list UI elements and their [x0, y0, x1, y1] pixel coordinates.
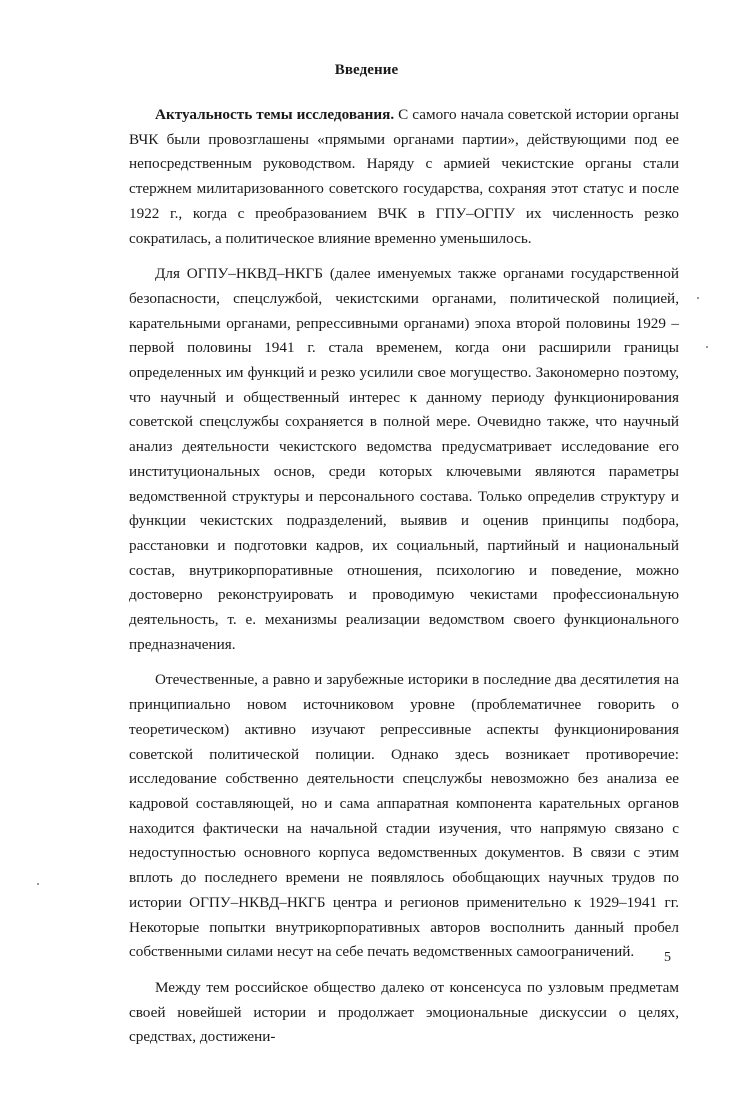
scan-speck: [37, 883, 39, 885]
page-number: 5: [664, 950, 671, 965]
paragraph: Отечественные, а равно и зарубежные историки в последние два десятилетия на принципиально новом источниковом уровне (проблематичнее говорить о теоретическом) активно изучают репрессивные аспекты функционирования советской политической полиции. Однако здесь возникает противоречие: исследование собственно деятельности спецслужбы невозможно без анализа ее кадровой составляющей, но и сама аппаратная компонента карательных органов находится фактически на начальной стадии изучения, что напрямую связано с недоступностью основного корпуса ведомственных документов. В связи с этим вплоть до последнего времени не появлялось обобщающих научных трудов по истории ОГПУ–НКВД–НКГБ центра и регионов применительно к 1929–1941 гг. Некоторые попытки внутрикорпоративных авторов восполнить данный пробел собственными силами несут на себе печать ведомственных самоограничений.: [129, 671, 679, 961]
paragraph: Для ОГПУ–НКВД–НКГБ (далее именуемых также органами государственной безопасности, спецслужбой, чекистскими органами, политической полицией, карательными органами, репрессивными органами) эпоха второй половины 1929 – первой половины 1941 г. стала временем, когда они расширили границы определенных им функций и резко усилили свое могущество. Закономерно поэтому, что научный и общественный интерес к данному периоду функционирования советской спецслужбы сохраняется в полной мере. Очевидно также, что научный анализ деятельности чекистского ведомства предусматривает исследование его институциональных основ, среди которых ключевыми являются параметры ведомственной структуры и персонального состава. Только определив структуру и функции чекистских подразделений, выявив и оценив принципы подбора, расстановки и подготовки кадров, их социальный, партийный и национальный состав, внутрикорпоративные отношения, психологию и поведение, можно достоверно реконструировать и проводимую чекистами профессиональную деятельность, т. е. механизмы реализации ведомством своего функционального предназначения.: [129, 265, 679, 653]
scan-speck: [706, 346, 708, 348]
paragraph: Между тем российское общество далеко от консенсуса по узловым предметам своей новейшей истории и продолжает эмоциональные дискуссии о целях, средствах, достижени-: [129, 978, 679, 1046]
paragraph-text: С самого начала советской истории органы ВЧК были провозглашены «прямыми органами партии», действующими под ее непосредственным руководством. Наряду с армией чекистские органы стали стержнем милитаризованного советского государства, сохраняя этот статус и после 1922 г., когда с преобразованием ВЧК в ГПУ–ОГПУ их численность резко сократилась, а политическое влияние временно уменьшилось.: [129, 106, 680, 247]
paragraph-lead: Актуальность темы исследования.: [155, 106, 395, 123]
page-title: Введение: [334, 62, 399, 78]
scan-speck: [697, 297, 699, 299]
paragraph-relevance: [129, 103, 679, 251]
body-text: [129, 103, 679, 1050]
